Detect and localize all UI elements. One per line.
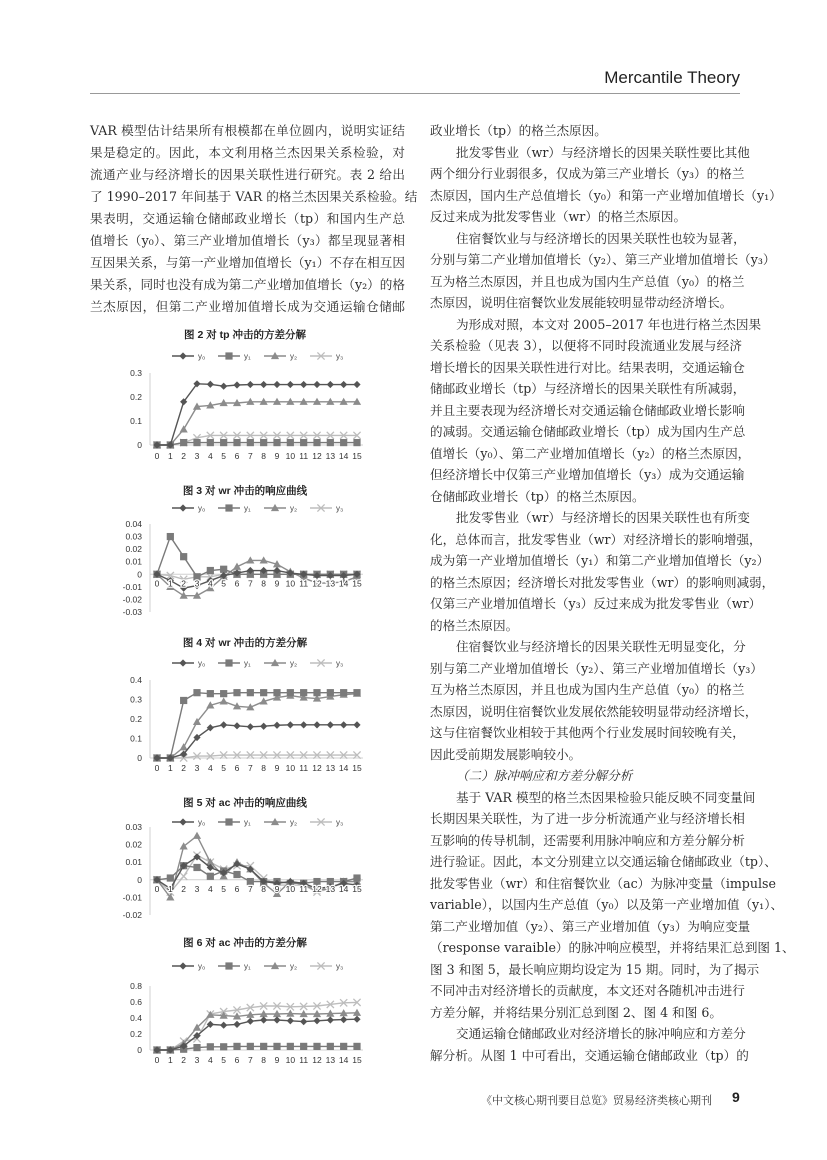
x-tick-label: 13 bbox=[325, 1055, 336, 1065]
data-point-y1 bbox=[287, 439, 294, 446]
data-point-y1 bbox=[353, 439, 360, 446]
y-tick-label: 0.3 bbox=[130, 368, 142, 378]
x-tick-label: 14 bbox=[338, 578, 349, 589]
text-line: variable），以国内生产总值（y₀）以及第一产业增加值（y₁）、 bbox=[430, 897, 784, 912]
text-line: VAR 模型估计结果所有根模都在单位圆内，说明实证结 bbox=[90, 123, 405, 138]
x-tick-label: 11 bbox=[299, 451, 309, 461]
legend-marker-diamond bbox=[179, 659, 186, 666]
legend-label: y₀ bbox=[198, 962, 206, 971]
data-point-y2 bbox=[233, 563, 241, 570]
x-tick-label: 6 bbox=[234, 763, 240, 773]
text-line: 分别与第二产业增加值增长（y₂）、第三产业增加值增长（y₃） bbox=[430, 252, 776, 267]
legend-marker-diamond bbox=[179, 962, 186, 969]
y-tick-label: 0.4 bbox=[130, 675, 142, 685]
text-line: 流通产业与经济增长的因果关联性进行研究。表 2 给出 bbox=[90, 167, 405, 182]
x-tick-label: 2 bbox=[181, 1055, 187, 1065]
text-line: 了 1990–2017 年间基于 VAR 的格兰杰因果关系检验。结 bbox=[90, 189, 418, 204]
y-tick-label: -0.03 bbox=[122, 607, 142, 617]
data-point-y0 bbox=[260, 723, 267, 730]
text-line: 批发零售业（wr）与经济增长的因果关联性也有所变 bbox=[456, 510, 750, 525]
data-point-y1 bbox=[233, 871, 240, 878]
data-point-y1 bbox=[167, 874, 174, 881]
y-tick-label: 0 bbox=[137, 874, 142, 885]
legend-label: y₃ bbox=[336, 504, 344, 513]
x-tick-label: 13 bbox=[325, 763, 336, 773]
legend-label: y₁ bbox=[244, 818, 251, 827]
y-tick-label: 0 bbox=[137, 569, 142, 580]
x-tick-label: 6 bbox=[234, 578, 240, 589]
chart-title: 图 3 对 wr 冲击的响应曲线 bbox=[182, 485, 308, 497]
x-tick-label: 15 bbox=[352, 451, 362, 461]
x-tick-label: 0 bbox=[154, 763, 160, 773]
text-line: 果关系，同时也没有成为第二产业增加值增长（y₂）的格 bbox=[90, 277, 405, 292]
data-point-y0 bbox=[327, 721, 334, 728]
x-tick-label: 11 bbox=[299, 1055, 309, 1065]
right-column-text bbox=[430, 120, 795, 1066]
data-point-y1 bbox=[313, 689, 320, 696]
data-point-y1 bbox=[353, 689, 360, 696]
y-tick-label: -0.01 bbox=[122, 892, 142, 903]
x-tick-label: 8 bbox=[261, 451, 267, 461]
data-point-y1 bbox=[247, 1043, 254, 1050]
figure-3-chart bbox=[110, 478, 380, 626]
data-point-y1 bbox=[193, 864, 200, 871]
data-point-y1 bbox=[273, 689, 280, 696]
x-tick-label: 1 bbox=[167, 578, 173, 589]
data-point-y1 bbox=[220, 1043, 227, 1050]
x-tick-label: 6 bbox=[234, 451, 240, 461]
legend-marker-square bbox=[225, 504, 232, 511]
legend-marker-diamond bbox=[179, 818, 186, 825]
y-tick-label: -0.02 bbox=[122, 594, 142, 605]
x-tick-label: 5 bbox=[221, 883, 227, 894]
chart-title: 图 6 对 ac 冲击的方差分解 bbox=[183, 937, 307, 949]
x-tick-label: 15 bbox=[352, 883, 362, 894]
x-tick-label: 9 bbox=[274, 451, 280, 461]
legend-marker-diamond bbox=[179, 504, 186, 511]
y-tick-label: 0.2 bbox=[130, 392, 142, 402]
x-tick-label: 13 bbox=[325, 451, 336, 461]
data-point-y1 bbox=[193, 1044, 200, 1051]
text-line: 果是稳定的。因此，本文利用格兰杰因果关系检验，对 bbox=[90, 145, 405, 160]
data-point-y3 bbox=[180, 873, 187, 880]
legend-label: y₁ bbox=[244, 962, 251, 971]
data-point-y0 bbox=[353, 381, 360, 388]
x-tick-label: 0 bbox=[154, 451, 160, 461]
data-point-y0 bbox=[233, 1021, 240, 1028]
legend-label: y₁ bbox=[244, 352, 251, 361]
data-point-y1 bbox=[180, 697, 187, 704]
data-point-y0 bbox=[233, 722, 240, 729]
x-tick-label: 13 bbox=[325, 578, 336, 589]
text-line: 住宿餐饮业与经济增长的因果关联性无明显变化，分 bbox=[456, 639, 746, 654]
data-point-y1 bbox=[220, 566, 227, 573]
x-tick-label: 8 bbox=[261, 883, 267, 894]
left-column-text bbox=[90, 120, 418, 318]
x-tick-label: 8 bbox=[261, 763, 267, 773]
y-tick-label: 0 bbox=[137, 1045, 142, 1055]
text-line: 方差分解，并将结果分别汇总到图 2、图 4 和图 6。 bbox=[430, 1004, 722, 1020]
text-line: 两个细分行业弱很多，仅成为第三产业增长（y₃）的格兰 bbox=[430, 166, 745, 181]
y-tick-label: 0.1 bbox=[130, 416, 142, 426]
y-tick-label: 0 bbox=[137, 440, 142, 450]
data-point-y0 bbox=[313, 1017, 320, 1024]
data-point-y1 bbox=[233, 689, 240, 696]
text-line: 杰原因，国内生产总值增长（y₀）和第一产业增加值增长（y₁） bbox=[430, 187, 782, 203]
y-tick-label: 0.2 bbox=[130, 714, 142, 724]
x-tick-label: 8 bbox=[261, 1055, 267, 1065]
text-line: 关系检验（见表 3），以便将不同时段流通业发展与经济 bbox=[430, 338, 742, 353]
x-tick-label: 3 bbox=[194, 763, 200, 773]
x-tick-label: 2 bbox=[181, 578, 187, 589]
legend-label: y₂ bbox=[290, 352, 298, 361]
x-tick-label: 1 bbox=[167, 763, 173, 773]
header-divider bbox=[90, 93, 740, 94]
data-point-y0 bbox=[300, 381, 307, 388]
x-tick-label: 7 bbox=[247, 451, 253, 461]
page-number: 9 bbox=[732, 1089, 740, 1105]
x-tick-label: 4 bbox=[207, 578, 213, 589]
y-tick-label: 0.2 bbox=[130, 1029, 142, 1039]
data-point-y1 bbox=[180, 553, 187, 560]
data-point-y0 bbox=[340, 1016, 347, 1023]
text-line: 但经济增长中仅第三产业增加值增长（y₃）成为交通运输 bbox=[430, 467, 745, 482]
data-point-y1 bbox=[207, 439, 214, 446]
x-tick-label: 9 bbox=[274, 763, 280, 773]
x-tick-label: 5 bbox=[221, 451, 227, 461]
data-point-y1 bbox=[260, 1043, 267, 1050]
chart-title: 图 5 对 ac 冲击的响应曲线 bbox=[183, 797, 307, 809]
text-line: 互影响的传导机制，还需要利用脉冲响应和方差分解分析 bbox=[430, 832, 745, 848]
data-point-y0 bbox=[353, 721, 360, 728]
journal-header-title: Mercantile Theory bbox=[604, 68, 740, 87]
data-point-y0 bbox=[340, 721, 347, 728]
data-point-y1 bbox=[313, 1043, 320, 1050]
figure-4-chart bbox=[110, 630, 380, 780]
x-tick-label: 14 bbox=[338, 883, 349, 894]
data-point-y1 bbox=[207, 567, 214, 574]
data-point-y0 bbox=[327, 381, 334, 388]
data-point-y1 bbox=[300, 1043, 307, 1050]
legend-label: y₃ bbox=[336, 962, 344, 971]
text-line: 为形成对照，本文对 2005–2017 年也进行格兰杰因果 bbox=[456, 316, 762, 332]
data-point-y0 bbox=[340, 381, 347, 388]
x-tick-label: 14 bbox=[338, 1055, 349, 1065]
legend-label: y₁ bbox=[244, 659, 251, 668]
x-tick-label: 2 bbox=[181, 883, 187, 894]
text-line: 第二产业增加值（y₂）、第三产业增加值（y₃）为响应变量 bbox=[430, 918, 751, 934]
x-tick-label: 7 bbox=[247, 763, 253, 773]
legend-label: y₃ bbox=[336, 352, 344, 361]
x-tick-label: 2 bbox=[181, 451, 187, 461]
y-tick-label: 0.4 bbox=[130, 1013, 142, 1023]
x-tick-label: 0 bbox=[154, 1055, 160, 1065]
text-line: 杰原因，说明住宿餐饮业发展依然能较明显带动经济增长， bbox=[430, 703, 758, 719]
x-tick-label: 15 bbox=[352, 763, 362, 773]
data-point-y0 bbox=[313, 381, 320, 388]
data-point-y1 bbox=[313, 439, 320, 446]
x-tick-label: 10 bbox=[285, 578, 296, 589]
x-tick-label: 4 bbox=[207, 1055, 213, 1065]
legend-marker-square bbox=[225, 659, 232, 666]
text-line: 的格兰杰原因。 bbox=[430, 617, 519, 633]
legend-label: y₀ bbox=[198, 504, 206, 513]
x-tick-label: 14 bbox=[338, 763, 349, 773]
x-tick-label: 3 bbox=[194, 1055, 200, 1065]
y-tick-label: 0.8 bbox=[130, 981, 142, 991]
legend-label: y₂ bbox=[290, 818, 298, 827]
text-line: 别与第二产业增加值增长（y₂）、第三产业增加值增长（y₃） bbox=[430, 660, 763, 676]
text-line: 值增长（y₀）、第三产业增加值增长（y₃）都呈现显著相 bbox=[90, 233, 405, 248]
data-point-y0 bbox=[313, 721, 320, 728]
text-line: 批发零售业（wr）与经济增长的因果关联性要比其他 bbox=[456, 144, 750, 160]
data-point-y0 bbox=[233, 381, 240, 388]
x-tick-label: 0 bbox=[154, 578, 160, 589]
text-line: 因此受前期发展影响较小。 bbox=[430, 746, 582, 762]
data-point-y0 bbox=[260, 381, 267, 388]
text-line: 互为格兰杰原因，并且也成为国内生产总值（y₀）的格兰 bbox=[430, 682, 745, 697]
data-point-y1 bbox=[273, 439, 280, 446]
data-point-y1 bbox=[260, 439, 267, 446]
x-tick-label: 3 bbox=[194, 451, 200, 461]
text-line: 储邮政业增长（tp）与经济增长的因果关联性有所减弱， bbox=[430, 381, 746, 396]
text-line: 的减弱。交通运输仓储邮政业增长（tp）成为国内生产总 bbox=[430, 424, 746, 439]
data-point-y0 bbox=[300, 1018, 307, 1025]
x-tick-label: 15 bbox=[352, 1055, 362, 1065]
data-point-y0 bbox=[247, 381, 254, 388]
data-point-y0 bbox=[300, 721, 307, 728]
x-tick-label: 9 bbox=[274, 883, 280, 894]
legend-label: y₀ bbox=[198, 659, 206, 668]
text-line: 反过来成为批发零售业（wr）的格兰杰原因。 bbox=[430, 209, 687, 224]
data-point-y1 bbox=[247, 439, 254, 446]
y-tick-label: 0.6 bbox=[130, 997, 142, 1007]
text-line: 基于 VAR 模型的格兰杰因果检验只能反映不同变量间 bbox=[456, 789, 756, 805]
text-line: 的格兰杰原因；经济增长对批发零售业（wr）的影响则减弱， bbox=[430, 574, 775, 590]
legend-marker-square bbox=[225, 352, 232, 359]
legend-label: y₃ bbox=[336, 818, 344, 827]
data-point-y0 bbox=[207, 381, 214, 388]
figure-2-chart bbox=[110, 322, 380, 470]
footer-journal-note: 《中文核心期刊要目总览》贸易经济类核心期刊 bbox=[481, 1095, 712, 1107]
text-line: 杰原因，说明住宿餐饮业发展能较明显带动经济增长。 bbox=[430, 295, 733, 310]
x-tick-label: 9 bbox=[274, 578, 280, 589]
data-point-y2 bbox=[180, 743, 188, 750]
x-tick-label: 12 bbox=[312, 883, 322, 894]
x-tick-label: 5 bbox=[221, 578, 227, 589]
x-tick-label: 7 bbox=[247, 883, 253, 894]
y-tick-label: 0 bbox=[137, 753, 142, 763]
x-tick-label: 4 bbox=[207, 451, 213, 461]
y-tick-label: 0.01 bbox=[125, 556, 142, 567]
data-point-y2 bbox=[193, 832, 201, 839]
legend-label: y₂ bbox=[290, 659, 298, 668]
x-tick-label: 6 bbox=[234, 1055, 240, 1065]
text-line: 解分析。从图 1 中可看出，交通运输仓储邮政业（tp）的 bbox=[430, 1047, 749, 1063]
x-tick-label: 4 bbox=[207, 883, 213, 894]
text-line: 长期因果关联性，为了进一步分析流通产业与经济增长相 bbox=[430, 811, 745, 826]
y-tick-label: 0.04 bbox=[125, 519, 142, 529]
x-tick-label: 2 bbox=[181, 763, 187, 773]
text-line: （response varaible）的脉冲响应模型，并将结果汇总到图 1、 bbox=[430, 940, 795, 955]
data-point-y2 bbox=[220, 697, 228, 704]
data-point-y0 bbox=[287, 1017, 294, 1024]
data-point-y0 bbox=[287, 721, 294, 728]
text-line: 批发零售业（wr）和住宿餐饮业（ac）为脉冲变量（impulse bbox=[430, 875, 776, 891]
legend-marker-diamond bbox=[179, 352, 186, 359]
data-point-y1 bbox=[300, 439, 307, 446]
data-point-y0 bbox=[220, 721, 227, 728]
text-line: 增长增长的因果关联性进行对比。结果表明，交通运输仓 bbox=[430, 359, 745, 375]
chart-title: 图 4 对 wr 冲击的方差分解 bbox=[182, 637, 308, 649]
x-tick-label: 3 bbox=[194, 578, 200, 589]
data-point-y1 bbox=[247, 689, 254, 696]
text-line: 果表明，交通运输仓储邮政业增长（tp）和国内生产总 bbox=[90, 211, 405, 226]
x-tick-label: 10 bbox=[285, 451, 296, 461]
x-tick-label: 1 bbox=[167, 451, 173, 461]
figure-5-chart bbox=[110, 790, 380, 925]
text-line: 成为第一产业增加值增长（y₁）和第二产业增加值增长（y₂） bbox=[430, 553, 770, 568]
data-point-y1 bbox=[340, 689, 347, 696]
data-point-y1 bbox=[260, 689, 267, 696]
x-tick-label: 11 bbox=[299, 883, 309, 894]
data-point-y1 bbox=[193, 689, 200, 696]
data-point-y0 bbox=[273, 1016, 280, 1023]
x-tick-label: 7 bbox=[247, 578, 253, 589]
text-line: 兰杰原因，但第二产业增加值增长成为交通运输仓储邮 bbox=[90, 299, 405, 314]
text-line: 互因果关系，与第一产业增加值增长（y₁）不存在相互因 bbox=[90, 255, 405, 270]
data-point-y1 bbox=[220, 439, 227, 446]
text-line: 这与住宿餐饮业相较于其他两个行业发展时间较晚有关， bbox=[430, 725, 745, 740]
x-tick-label: 5 bbox=[221, 1055, 227, 1065]
data-point-y0 bbox=[273, 722, 280, 729]
legend-label: y₁ bbox=[244, 504, 251, 513]
x-tick-label: 9 bbox=[274, 1055, 280, 1065]
data-point-y1 bbox=[233, 1043, 240, 1050]
x-tick-label: 7 bbox=[247, 1055, 253, 1065]
x-tick-label: 1 bbox=[167, 883, 173, 894]
data-point-y2 bbox=[180, 425, 188, 432]
data-point-y0 bbox=[260, 1016, 267, 1023]
text-line: 并且主要表现为经济增长对交通运输仓储邮政业增长影响 bbox=[430, 402, 745, 418]
x-tick-label: 0 bbox=[154, 883, 160, 894]
data-point-y1 bbox=[167, 533, 174, 540]
x-tick-label: 10 bbox=[285, 1055, 296, 1065]
y-tick-label: 0.3 bbox=[130, 694, 142, 705]
legend-label: y₃ bbox=[336, 659, 344, 668]
text-line: 不同冲击对经济增长的贡献度，本文还对各随机冲击进行 bbox=[430, 983, 745, 998]
y-tick-label: 0.03 bbox=[125, 822, 142, 832]
x-tick-label: 1 bbox=[167, 1055, 173, 1065]
x-tick-label: 12 bbox=[312, 451, 322, 461]
legend-label: y₀ bbox=[198, 352, 206, 361]
y-tick-label: -0.02 bbox=[122, 910, 142, 920]
data-point-y1 bbox=[233, 439, 240, 446]
y-tick-label: 0.01 bbox=[125, 857, 142, 868]
x-tick-label: 10 bbox=[285, 883, 296, 894]
text-line: 住宿餐饮业与与经济增长的因果关联性也较为显著， bbox=[456, 230, 746, 246]
chart-title: 图 2 对 tp 冲击的方差分解 bbox=[184, 329, 306, 341]
data-point-y1 bbox=[287, 1043, 294, 1050]
data-point-y1 bbox=[353, 874, 360, 881]
text-line: 值增长（y₀）、第二产业增加值增长（y₂）的格兰杰原因， bbox=[430, 445, 751, 461]
text-line: 互为格兰杰原因，并且也成为国内生产总值（y₀）的格兰 bbox=[430, 273, 745, 289]
x-tick-label: 12 bbox=[312, 578, 322, 589]
x-tick-label: 14 bbox=[338, 451, 349, 461]
figure-6-chart bbox=[110, 930, 380, 1075]
y-tick-label: 0.02 bbox=[125, 839, 142, 850]
x-tick-label: 8 bbox=[261, 578, 267, 589]
x-tick-label: 10 bbox=[285, 763, 296, 773]
section-heading: （二）脉冲响应和方差分解分析 bbox=[456, 768, 633, 783]
y-tick-label: 0.1 bbox=[130, 733, 142, 744]
text-line: 化，总体而言，批发零售业（wr）对经济增长的影响增强， bbox=[430, 531, 762, 547]
text-line: 交通运输仓储邮政业对经济增长的脉冲响应和方差分 bbox=[456, 1026, 746, 1041]
data-point-y1 bbox=[207, 690, 214, 697]
data-point-y0 bbox=[220, 1022, 227, 1029]
data-point-y1 bbox=[220, 690, 227, 697]
data-point-y1 bbox=[273, 1043, 280, 1050]
text-line: 仅第三产业增加值增长（y₃）反过来成为批发零售业（wr） bbox=[430, 596, 762, 611]
y-tick-label: 0.03 bbox=[125, 531, 142, 542]
y-tick-label: -0.01 bbox=[122, 581, 142, 592]
data-point-y1 bbox=[353, 1043, 360, 1050]
legend-marker-square bbox=[225, 962, 232, 969]
legend-label: y₂ bbox=[290, 504, 298, 513]
text-line: 进行验证。因此，本文分别建立以交通运输仓储邮政业（tp）、 bbox=[430, 854, 777, 869]
data-point-y1 bbox=[287, 689, 294, 696]
x-tick-label: 13 bbox=[325, 883, 336, 894]
legend-marker-square bbox=[225, 818, 232, 825]
data-point-y1 bbox=[340, 439, 347, 446]
x-tick-label: 4 bbox=[207, 763, 213, 773]
data-point-y1 bbox=[327, 689, 334, 696]
data-point-y0 bbox=[220, 383, 227, 390]
x-tick-label: 12 bbox=[312, 763, 322, 773]
data-point-y1 bbox=[207, 1043, 214, 1050]
legend-label: y₂ bbox=[290, 962, 298, 971]
x-tick-label: 12 bbox=[312, 1055, 322, 1065]
text-line: 仓储邮政业增长（tp）的格兰杰原因。 bbox=[430, 488, 645, 504]
data-point-y0 bbox=[327, 1016, 334, 1023]
data-point-y1 bbox=[300, 689, 307, 696]
data-point-y0 bbox=[287, 381, 294, 388]
data-point-y1 bbox=[180, 439, 187, 446]
text-line: 图 3 和图 5，最长响应期均设定为 15 期。同时，为了揭示 bbox=[430, 961, 760, 977]
data-point-y1 bbox=[193, 439, 200, 446]
x-tick-label: 11 bbox=[299, 763, 309, 773]
data-point-y1 bbox=[207, 873, 214, 880]
x-tick-label: 3 bbox=[194, 883, 200, 894]
x-tick-label: 6 bbox=[234, 883, 240, 894]
x-tick-label: 5 bbox=[221, 763, 227, 773]
data-point-y0 bbox=[273, 381, 280, 388]
data-point-y1 bbox=[327, 439, 334, 446]
legend-label: y₀ bbox=[198, 818, 206, 827]
y-tick-label: 0.02 bbox=[125, 544, 142, 555]
data-point-y0 bbox=[353, 1016, 360, 1023]
data-point-y0 bbox=[247, 1018, 254, 1025]
data-point-y1 bbox=[340, 1043, 347, 1050]
x-tick-label: 11 bbox=[299, 578, 309, 589]
data-point-y1 bbox=[327, 1043, 334, 1050]
data-point-y0 bbox=[247, 723, 254, 730]
text-line: 政业增长（tp）的格兰杰原因。 bbox=[430, 123, 607, 138]
x-tick-label: 15 bbox=[352, 578, 362, 589]
